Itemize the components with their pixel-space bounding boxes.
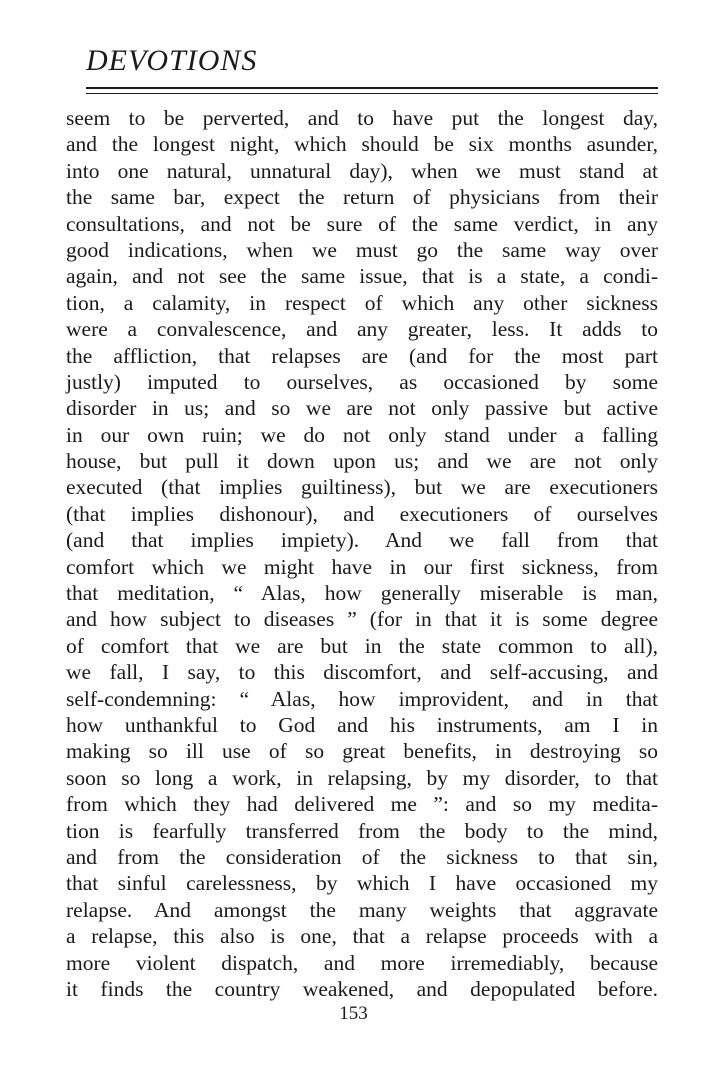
text-line: into one natural, unnatural day), when we must stand at <box>66 158 658 183</box>
text-line: executed (that implies guiltiness), but we are executioners <box>66 475 658 500</box>
header-rule-thick <box>86 87 658 89</box>
page-number: 153 <box>339 1003 368 1024</box>
text-line: it finds the country weakened, and depopulated before. <box>66 976 658 1001</box>
text-line: tion is fearfully transferred from the body to the mind, <box>66 818 658 843</box>
text-line: in our own ruin; we do not only stand under a falling <box>66 422 658 447</box>
text-line: how unthankful to God and his instruments, am I in <box>66 712 658 737</box>
text-line: tion, a calamity, in respect of which any other sickness <box>66 290 658 315</box>
text-line: making so ill use of so great benefits, in destroying so <box>66 739 658 764</box>
text-line: the same bar, expect the return of physicians from their <box>66 185 658 210</box>
text-line: we fall, I say, to this discomfort, and self-accusing, and <box>66 660 658 685</box>
text-line: and from the consideration of the sickness to that sin, <box>66 844 658 869</box>
body-text <box>66 105 658 1002</box>
text-line: soon so long a work, in relapsing, by my disorder, to that <box>66 765 658 790</box>
text-line: and the longest night, which should be six months asunder, <box>66 132 658 157</box>
text-line: seem to be perverted, and to have put the longest day, <box>66 106 658 130</box>
text-line: comfort which we might have in our first sickness, from <box>66 554 658 579</box>
text-line: consultations, and not be sure of the same verdict, in any <box>66 211 658 236</box>
text-line: that sinful carelessness, by which I have occasioned my <box>66 871 658 896</box>
header-rule-thin <box>86 93 658 94</box>
text-line: (that implies dishonour), and executioners of ourselves <box>66 501 658 526</box>
text-line: good indications, when we must go the same way over <box>66 237 658 262</box>
text-line: self-condemning: “ Alas, how improvident, and in that <box>66 686 658 711</box>
text-line: that meditation, “ Alas, how generally miserable is man, <box>66 581 658 606</box>
text-line: and how subject to diseases ” (for in that it is some degree <box>66 607 658 632</box>
running-head: DEVOTIONS <box>86 44 258 77</box>
text-line: a relapse, this also is one, that a relapse proceeds with a <box>66 924 658 949</box>
text-line: disorder in us; and so we are not only passive but active <box>66 396 658 421</box>
text-line: more violent dispatch, and more irremediably, because <box>66 950 658 975</box>
text-line: justly) imputed to ourselves, as occasioned by some <box>66 369 658 394</box>
text-line: from which they had delivered me ”: and so my medita- <box>66 792 658 817</box>
text-line: were a convalescence, and any greater, less. It adds to <box>66 317 658 342</box>
text-line: house, but pull it down upon us; and we are not only <box>66 449 658 474</box>
text-line: (and that implies impiety). And we fall from that <box>66 528 658 553</box>
text-line: the affliction, that relapses are (and for the most part <box>66 343 658 368</box>
text-line: again, and not see the same issue, that is a state, a condi- <box>66 264 658 289</box>
text-line: of comfort that we are but in the state common to all), <box>66 633 658 658</box>
text-line: relapse. And amongst the many weights that aggravate <box>66 897 658 922</box>
